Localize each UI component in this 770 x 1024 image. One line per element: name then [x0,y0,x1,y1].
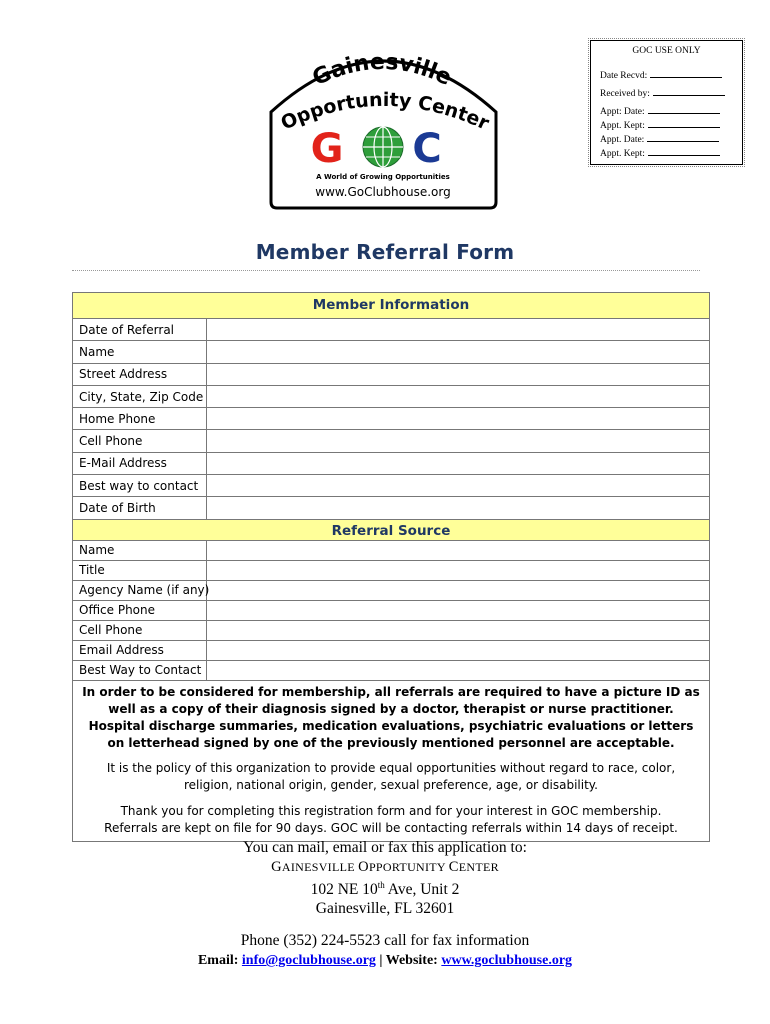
org-part-3: ENTER [458,860,499,874]
website-link[interactable]: www.goclubhouse.org [441,953,573,969]
form-row [73,601,709,621]
email-label: Email: [197,953,242,969]
source-name-input[interactable] [207,541,709,560]
form-row [73,386,709,408]
logo-line2: Opportunity Center [277,88,493,135]
appt-date-1-label: Appt: Date: [600,107,645,117]
form-row [73,497,709,518]
field-label: City, State, Zip Code [73,386,207,407]
form-row [73,341,709,363]
referral-form [72,292,710,842]
field-label: Date of Referral [73,319,207,340]
thank-you-text [81,803,701,841]
form-row [73,319,709,341]
org-initial-g: G [271,859,282,875]
appt-kept-2-label: Appt. Kept: [600,149,645,159]
appt-kept-1-label: Appt. Kept: [600,121,645,131]
field-label: Email Address [73,641,207,660]
field-label: Best Way to Contact [73,661,207,680]
logo-goc-g: G [310,126,344,172]
date-recvd-field[interactable] [600,68,742,82]
office-phone-input[interactable] [207,601,709,620]
date-of-birth-input[interactable] [207,497,709,518]
requirements-text: In order to be considered for membership, all referrals are required to have a picture ID as well as a copy of their diagnosis signed by a doctor, therapist or nurse practitioner. Hospital discharge summaries, medication evaluations, psychiatric evaluations or letters on letterhead signed by one of the previously mentioned personnel are acceptable. [82,684,700,750]
org-part-1: AINESVILLE [281,860,359,874]
field-label: E-Mail Address [73,453,207,474]
form-row [73,430,709,452]
website-label: | Website: [375,953,442,969]
city-state-zip-input[interactable] [207,386,709,407]
organization-name [0,858,770,876]
logo-goc-c: C [412,126,442,172]
contact-intro: You can mail, email or fax this application to: [243,839,527,856]
appt-date-1-line [648,104,720,114]
appt-kept-1-line [648,118,720,128]
field-label: Home Phone [73,408,207,429]
org-initial-o: O [358,859,369,875]
appt-kept-1-field[interactable] [600,118,742,132]
city-line: Gainesville, FL 32601 [315,900,455,918]
source-title-input[interactable] [207,561,709,580]
source-cell-phone-input[interactable] [207,621,709,640]
date-recvd-line [650,68,722,78]
member-cell-phone-input[interactable] [207,430,709,451]
phone-line: Phone (352) 224-5523 call for fax information [240,932,530,950]
address-part-1: 102 NE 10 [310,881,378,899]
appt-kept-2-field[interactable] [600,146,742,160]
form-row [73,453,709,475]
logo-line1: Gainesville [308,50,456,92]
referral-source-section [73,541,709,681]
appt-date-2-line [647,132,719,142]
org-part-2: PPORTUNITY [368,860,449,874]
appt-date-2-field[interactable] [600,132,742,146]
field-label: Cell Phone [73,621,207,640]
member-information-section [73,319,709,519]
form-row [73,541,709,561]
form-row [73,408,709,430]
received-by-field[interactable] [600,86,742,100]
home-phone-input[interactable] [207,408,709,429]
page-title: Member Referral Form [255,240,515,264]
field-label: Name [73,541,207,560]
date-recvd-label: Date Recvd: [600,71,648,81]
agency-name-input[interactable] [207,581,709,600]
appt-date-1-field[interactable] [600,104,742,118]
received-by-line [653,86,725,96]
form-row [73,641,709,661]
form-row [73,561,709,581]
field-label: Office Phone [73,601,207,620]
street-address [0,876,770,899]
field-label: Best way to contact [73,475,207,496]
globe-icon [363,127,403,167]
logo-tagline: A World of Growing Opportunities [316,173,450,181]
logo-website: www.GoClubhouse.org [315,185,451,199]
form-row [73,581,709,601]
appt-date-2-label: Appt. Date: [600,135,645,145]
field-label: Cell Phone [73,430,207,451]
best-way-to-contact-input[interactable] [207,475,709,496]
goc-use-only-box [590,40,743,165]
form-row [73,621,709,641]
contact-block [0,838,770,970]
form-row [73,475,709,497]
referral-source-heading: Referral Source [73,519,709,541]
source-best-way-input[interactable] [207,661,709,680]
member-email-input[interactable] [207,453,709,474]
goc-logo [265,50,502,210]
field-label: Title [73,561,207,580]
thank-you-line-2: Referrals are kept on file for 90 days. GOC will be contacting referrals within 14 days of receipt. [104,820,678,835]
address-part-2: Ave, Unit 2 [384,881,460,899]
form-row [73,661,709,681]
membership-notice [73,681,709,841]
street-address-input[interactable] [207,364,709,385]
field-label: Agency Name (if any) [73,581,207,600]
org-initial-c: C [448,859,459,875]
thank-you-line-1: Thank you for completing this registration form and for your interest in GOC membership. [120,803,662,818]
email-website-line [0,951,770,970]
email-link[interactable]: info@goclubhouse.org [241,953,376,969]
title-divider [72,270,700,271]
equal-opportunity-text: It is the policy of this organization to provide equal opportunities without regard to race, color, religion, national origin, gender, sexual preference, age, or disability. [106,760,676,792]
address-superscript: th [377,880,385,890]
field-label: Date of Birth [73,497,207,518]
member-information-heading: Member Information [73,293,709,319]
appt-kept-2-line [648,146,720,156]
form-row [73,364,709,386]
field-label: Street Address [73,364,207,385]
field-label: Name [73,341,207,362]
received-by-label: Received by: [600,89,650,99]
date-of-referral-input[interactable] [207,319,709,340]
goc-use-only-title: GOC USE ONLY [632,46,701,56]
member-name-input[interactable] [207,341,709,362]
source-email-input[interactable] [207,641,709,660]
